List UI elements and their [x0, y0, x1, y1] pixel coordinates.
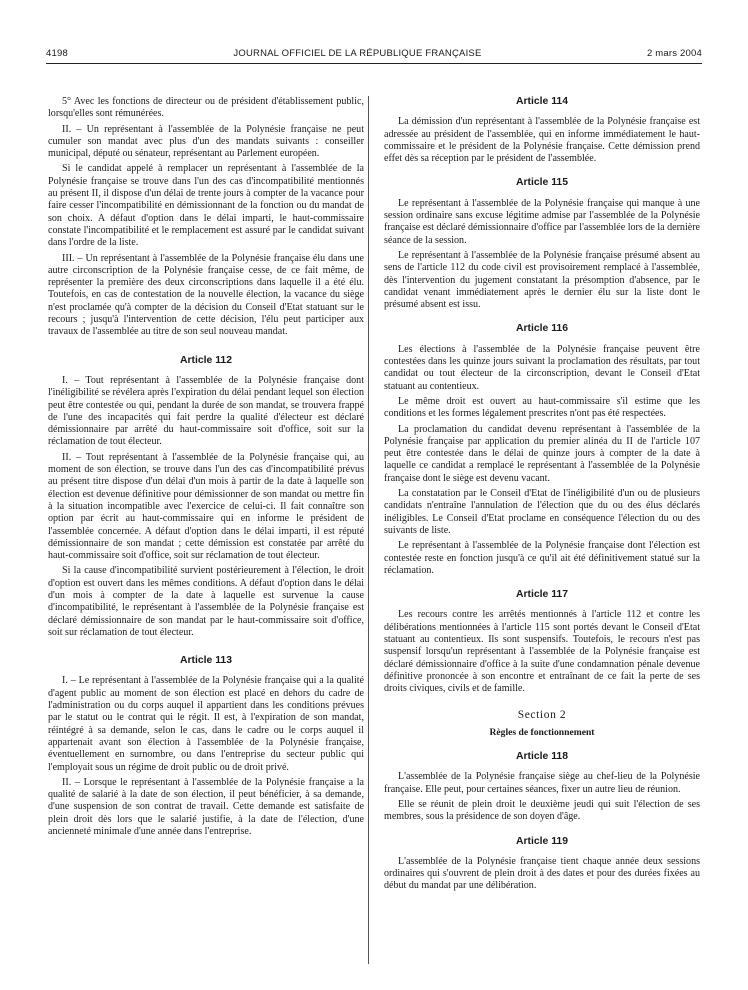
left-column — [48, 96, 364, 841]
article-115-heading: Article 115 — [516, 177, 568, 189]
paragraph: Les élections à l'assemblée de la Polynésie française peuvent être contestées dans les quinze jours suivant la proclamation des résultats, par tout candidat ou tout électeur de la circonscription, devant le Conseil d'Etat statuant au contentieux. — [384, 343, 700, 392]
column-divider — [368, 96, 369, 964]
paragraph: I. – Le représentant à l'assemblée de la Polynésie française qui a la qualité d'agent public au moment de son élection est placé en dehors du cadre de l'administration ou du corps auquel il appartient dans les conditions prévues par le statut ou le contrat qui le régit. Il est, à l'expiration de son mandat, réintégré à sa demande, selon le cas, dans le cadre ou le corps auquel il appartenait avant son élection à l'assemblée de la Polynésie française, éventuellement en surnombre, ou dans l'entreprise du secteur public qui l'employait sous un régime de droit public ou de droit privé. — [48, 675, 364, 773]
paragraph: Le même droit est ouvert au haut-commissaire s'il estime que les conditions et les formes légalement prescrites n'ont pas été respectées. — [384, 395, 700, 420]
journal-title: JOURNAL OFFICIEL DE LA RÉPUBLIQUE FRANÇAISE — [233, 48, 482, 59]
right-column — [384, 96, 700, 896]
paragraph: Si la cause d'incompatibilité survient postérieurement à l'élection, le droit d'option est ouvert dans les mêmes conditions. A défaut d'option dans le délai d'un mois à compter de la date à laquelle est survenue la cause d'incompatibilité, le représentant à l'assemblée de la Polynésie française est déclaré démissionnaire de son mandat par le haut-commissaire soit d'office, soit sur réclamation de tout électeur. — [48, 565, 364, 638]
paragraph: II. – Un représentant à l'assemblée de la Polynésie française ne peut cumuler son mandat avec plus d'un des mandats suivants : conseiller municipal, député ou sénateur, représentant au Parlement européen. — [48, 123, 364, 160]
page-number: 4198 — [46, 48, 68, 59]
paragraph: II. – Tout représentant à l'assemblée de la Polynésie française qui, au moment de son élection, se trouve dans l'un des cas d'incompatibilité prévus au présent titre dispose d'un délai d'un mois à partir de la date à laquelle son élection est devenue définitive pour démissionner de son mandat ou mettre fin à la situation incompatible avec l'exercice de celui-ci. Il fait connaître son option par écrit au haut-commissaire qui en informe le président de l'assemblée concernée. A défaut d'option dans le délai imparti, il est réputé démissionnaire de son mandat ; cette démission est constatée par arrêté du haut-commissaire soit d'office, soit sur réclamation de tout électeur. — [48, 451, 364, 562]
article-118-heading: Article 118 — [516, 751, 568, 763]
paragraph: Les recours contre les arrêtés mentionnés à l'article 112 et contre les délibérations mentionnées à l'article 115 sont portés devant le Conseil d'Etat statuant au contentieux. Ils sont suspensifs. Toutefois, le recours n'est pas suspensif lorsqu'un représentant à l'assemblée de la Polynésie française est déclaré démissionnaire d'office à la suite d'une condamnation pénale devenue définitive prononcée à son encontre et entraînant de ce fait la perte de ses droits civiques, civils et de famille. — [384, 609, 700, 695]
paragraph: I. – Tout représentant à l'assemblée de la Polynésie française dont l'inéligibilité se révélera après l'expiration du délai pendant lequel son élection peut être contestée ou qui, pendant la durée de son mandat, se trouvera frappé de l'une des incapacités qui fait perdre la qualité d'électeur est déclaré démissionnaire par arrêté du haut-commissaire soit d'office, soit sur la réclamation de tout électeur. — [48, 374, 364, 448]
paragraph: La démission d'un représentant à l'assemblée de la Polynésie française est adressée au président de l'assemblée, qui en informe immédiatement le haut-commissaire et le président de la Polynésie française. Cette démission prend effet dès sa réception par le président de l'assemblée. — [384, 116, 700, 165]
paragraph: L'assemblée de la Polynésie française siège au chef-lieu de la Polynésie française. Elle peut, pour certaines séances, fixer un autre lieu de réunion. — [384, 771, 700, 795]
article-119-heading: Article 119 — [516, 835, 568, 847]
paragraph: L'assemblée de la Polynésie française tient chaque année deux sessions ordinaires qui s'ouvrent de plein droit à des dates et pour des durées fixées au début du mandat par une délibération. — [384, 855, 700, 892]
paragraph: Le représentant à l'assemblée de la Polynésie française qui manque à une session ordinaire sans excuse légitime admise par l'assemblée de la Polynésie française est déclaré démissionnaire d'office par l'assemblée lors de la dernière séance de la session. — [384, 197, 700, 246]
paragraph: Le représentant à l'assemblée de la Polynésie française dont l'élection est contestée reste en fonction jusqu'à ce qu'il ait été définitivement statué sur la réclamation. — [384, 540, 700, 576]
article-117-heading: Article 117 — [516, 589, 568, 601]
paragraph: La proclamation du candidat devenu représentant à l'assemblée de la Polynésie française par application du premier alinéa du II de l'article 107 peut être contestée dans le délai de quinze jours à compter de la date à laquelle ce candidat a remplacé le représentant à l'assemblée de la Polynésie française dont le siège est devenu vacant. — [384, 423, 700, 484]
page-header — [46, 48, 702, 64]
article-112-heading: Article 112 — [180, 354, 232, 366]
publication-date: 2 mars 2004 — [646, 48, 702, 59]
section-subheading: Règles de fonctionnement — [489, 726, 595, 738]
paragraph: Si le candidat appelé à remplacer un représentant à l'assemblée de la Polynésie française se trouve dans l'un des cas d'incompatibilité mentionnés au présent II, il dispose d'un délai de trente jours à compter de la vacance pour faire cesser l'incompatibilité en démissionnant de la fonction ou du mandat de son choix. A défaut d'option dans le délai imparti, le haut-commissaire constate l'incompatibilité et le remplacement est assuré par le candidat suivant dans l'ordre de la liste. — [48, 163, 364, 249]
paragraph: Le représentant à l'assemblée de la Polynésie française présumé absent au sens de l'article 112 du code civil est provisoirement remplacé à l'assemblée, dès l'intervention du jugement constatant la présomption d'absence, par le candidat venant immédiatement après le dernier élu sur la liste dont le présumé absent est issu. — [384, 249, 700, 311]
article-116-heading: Article 116 — [516, 323, 568, 335]
section-heading: Section 2 — [517, 709, 567, 722]
paragraph: Elle se réunit de plein droit le deuxième jeudi qui suit l'élection de ses membres, sous la présidence de son doyen d'âge. — [384, 798, 700, 823]
paragraph: La constatation par le Conseil d'Etat de l'inéligibilité d'un ou de plusieurs candidats n'entraîne l'annulation de l'élection que du ou des élus déclarés inéligibles. Le Conseil d'Etat proclame en conséquence l'élection du ou des suivants de liste. — [384, 488, 700, 536]
paragraph: II. – Lorsque le représentant à l'assemblée de la Polynésie française a la qualité de salarié à la date de son élection, il peut bénéficier, à sa demande, d'une suspension de son contrat de travail. Cette demande est satisfaite de plein droit dès lors que le salarié justifie, à la date de l'élection, d'une ancienneté minimale d'une année dans l'entreprise. — [48, 776, 364, 838]
paragraph: III. – Un représentant à l'assemblée de la Polynésie française élu dans une autre circonscription de la Polynésie française cesse, de ce fait même, de représenter la première des deux circonscriptions dans laquelle il a été élu. Toutefois, en cas de contestation de la nouvelle élection, la vacance du siège n'est proclamée qu'à compter de la décision du Conseil d'Etat statuant sur le recours ; jusqu'à l'intervention de cette décision, l'élu peut participer aux travaux de l'assemblée au titre de son seul nouveau mandat. — [48, 252, 364, 338]
article-114-heading: Article 114 — [516, 96, 568, 107]
article-113-heading: Article 113 — [180, 655, 232, 667]
paragraph: 5° Avec les fonctions de directeur ou de président d'établissement public, lorsqu'elles sont rémunérées. — [48, 96, 364, 120]
